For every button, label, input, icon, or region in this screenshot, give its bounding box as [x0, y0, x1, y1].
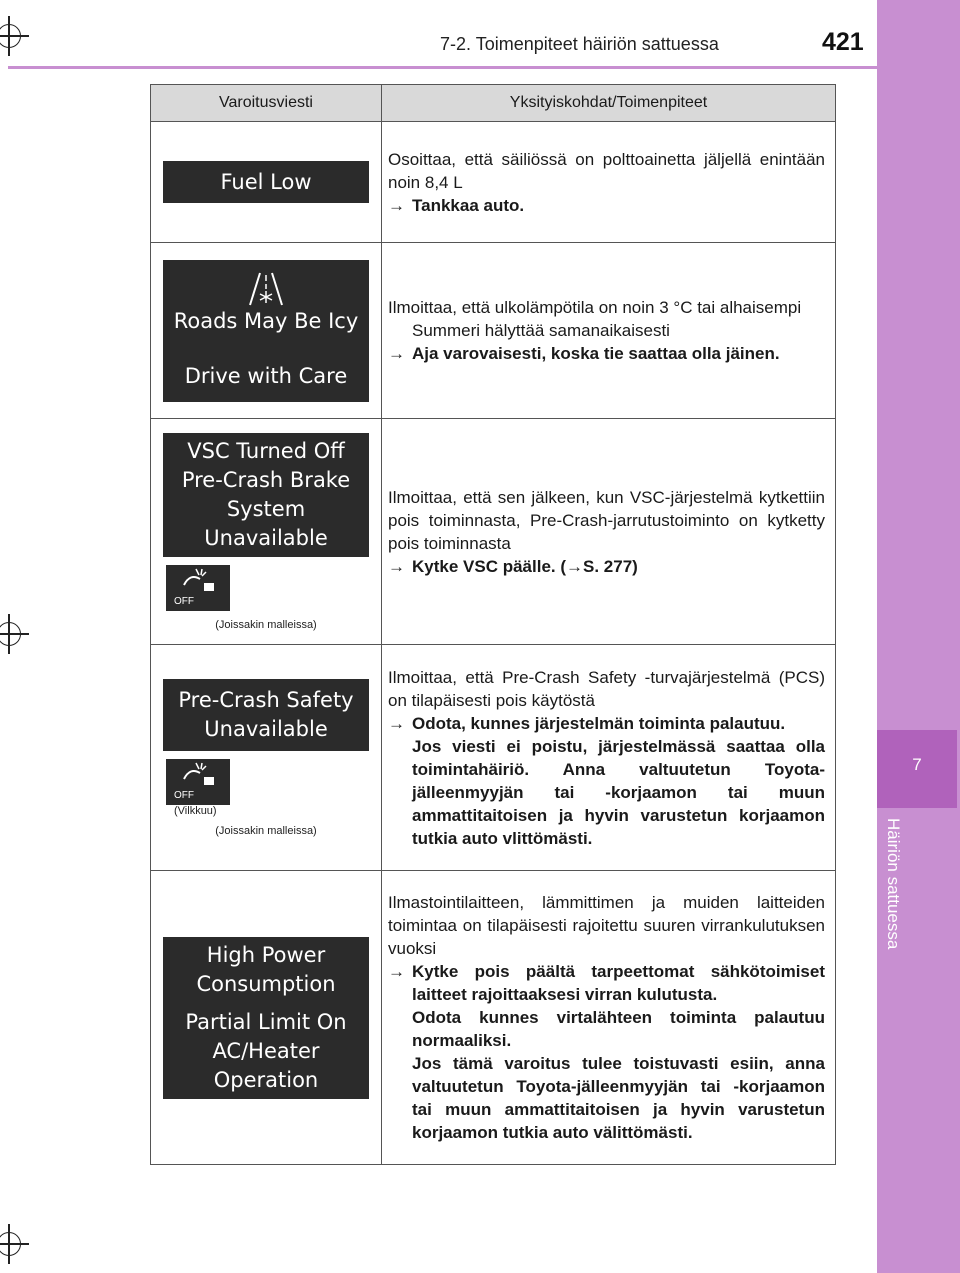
display-line: Pre-Crash Brake: [181, 467, 351, 492]
off-label: OFF: [174, 595, 194, 607]
display-line: AC/Heater: [212, 1038, 320, 1063]
chapter-number: 7: [912, 755, 922, 774]
message-details-cell: [382, 871, 836, 1165]
display-line: Pre-Crash Safety: [178, 687, 354, 712]
action-text: Aja varovaisesti, koska tie saattaa olla jäinen.: [412, 344, 780, 363]
action-text: Tankkaa auto.: [412, 195, 525, 215]
page-header-title: 7-2. Toimenpiteet häiriön sattuessa: [440, 34, 719, 54]
details-text: Ilmoittaa, että ulkolämpötila on noin 3 °C tai alhaisempi: [388, 298, 802, 317]
display-line: Fuel Low: [220, 169, 312, 194]
action-text: Odota, kunnes järjestelmän toiminta palautuu.: [412, 713, 786, 733]
message-image-cell: [151, 243, 382, 419]
action-text: Kytke VSC päälle. (→S. 277): [412, 556, 638, 576]
display-panel: [163, 433, 369, 557]
table-row: [151, 645, 836, 871]
message-details-cell: [382, 243, 836, 419]
registration-mark-icon: [0, 622, 21, 646]
pcs-off-indicator-icon: [166, 565, 230, 611]
action-text: Jos viesti ei poistu, järjestelmässä saattaa olla toimintahäiriö. Anna valtuutetun Toyota-jälleenmyyjän tai -korjaamon tai muun ammattitaitoisen ja hyvin varustetun korjaamon tutkia auto vlittömästi.: [412, 736, 825, 848]
display-line: Roads May Be Icy: [173, 308, 359, 333]
display-line: Unavailable: [204, 716, 328, 741]
column-header: Yksityiskohdat/Toimenpiteet: [382, 85, 836, 122]
table-row: [151, 243, 836, 419]
message-image-cell: [151, 419, 382, 645]
message-image-cell: [151, 871, 382, 1165]
ice-warning-icon: [249, 271, 283, 307]
arrow-icon: →: [388, 962, 405, 981]
table-row: [151, 122, 836, 243]
message-details-cell: [382, 645, 836, 871]
display-line: Drive with Care: [184, 363, 348, 388]
action-text: Kytke pois päältä tarpeettomat sähkötoimiset laitteet rajoittaaksesi virran kulutusta.: [412, 962, 825, 1004]
page-number: 421: [822, 28, 864, 56]
display-panel: [163, 679, 369, 751]
chapter-label: Häiriön sattuessa: [884, 818, 903, 950]
message-details-cell: [382, 122, 836, 243]
display-panel: [163, 161, 369, 203]
display-line: Partial Limit On: [185, 1009, 347, 1034]
display-panel: [163, 260, 369, 402]
message-image-cell: [151, 645, 382, 871]
details-text: Ilmastointilaitteen, lämmittimen ja muiden laitteiden toimintaa on tilapäisesti rajoitettu suuren virrankulutuksen vuoksi: [388, 893, 825, 958]
table-row: [151, 871, 836, 1165]
registration-mark-icon: [0, 1232, 21, 1256]
details-text: Ilmoittaa, että Pre-Crash Safety -turvajärjestelmä (PCS) on tilapäisesti pois käytöstä: [388, 667, 825, 710]
column-header: Varoitusviesti: [151, 85, 382, 122]
action-text: Jos tämä varoitus tulee toistuvasti esiin, anna valtuutetun Toyota-jälleenmyyjän tai -korjaamon tai muun ammattitaitoisen ja hyvin varustetun korjaamon tutkia auto välittömästi.: [412, 1054, 825, 1142]
display-line: System: [226, 496, 306, 521]
details-text: Osoittaa, että säiliössä on polttoainetta jäljellä enintään noin 8,4 L: [388, 149, 825, 192]
display-panel: [163, 937, 369, 1099]
off-label: OFF: [174, 789, 194, 801]
caption: (Joissakin malleissa): [215, 824, 317, 837]
action-text: Odota kunnes virtalähteen toiminta palautuu normaaliksi.: [412, 1008, 825, 1050]
message-image-cell: [151, 122, 382, 243]
arrow-icon: →: [388, 713, 405, 733]
table-header-row: [151, 85, 836, 122]
blink-caption: (Vilkkuu): [174, 804, 217, 817]
display-line: High Power: [206, 942, 326, 967]
caption: (Joissakin malleissa): [215, 618, 317, 631]
arrow-icon: →: [388, 344, 405, 363]
side-tab: [877, 0, 960, 1273]
message-details-cell: [382, 419, 836, 645]
note-text: Summeri hälyttää samanaikaisesti: [412, 321, 670, 340]
warning-message-table: [150, 84, 836, 1165]
registration-mark-icon: [0, 24, 21, 48]
table-row: [151, 419, 836, 645]
display-line: Operation: [213, 1067, 319, 1092]
header-rule: [8, 66, 878, 69]
arrow-icon: →: [388, 556, 405, 576]
details-text: Ilmoittaa, että sen jälkeen, kun VSC-järjestelmä kytkettiin pois toiminnasta, Pre-Crash-jarrutustoiminto on kytketty pois toiminnasta: [388, 487, 825, 553]
display-line: VSC Turned Off: [187, 438, 345, 463]
display-line: Unavailable: [204, 525, 328, 550]
pcs-off-indicator-icon: [166, 759, 230, 805]
display-line: Consumption: [196, 971, 336, 996]
arrow-icon: →: [388, 195, 405, 215]
